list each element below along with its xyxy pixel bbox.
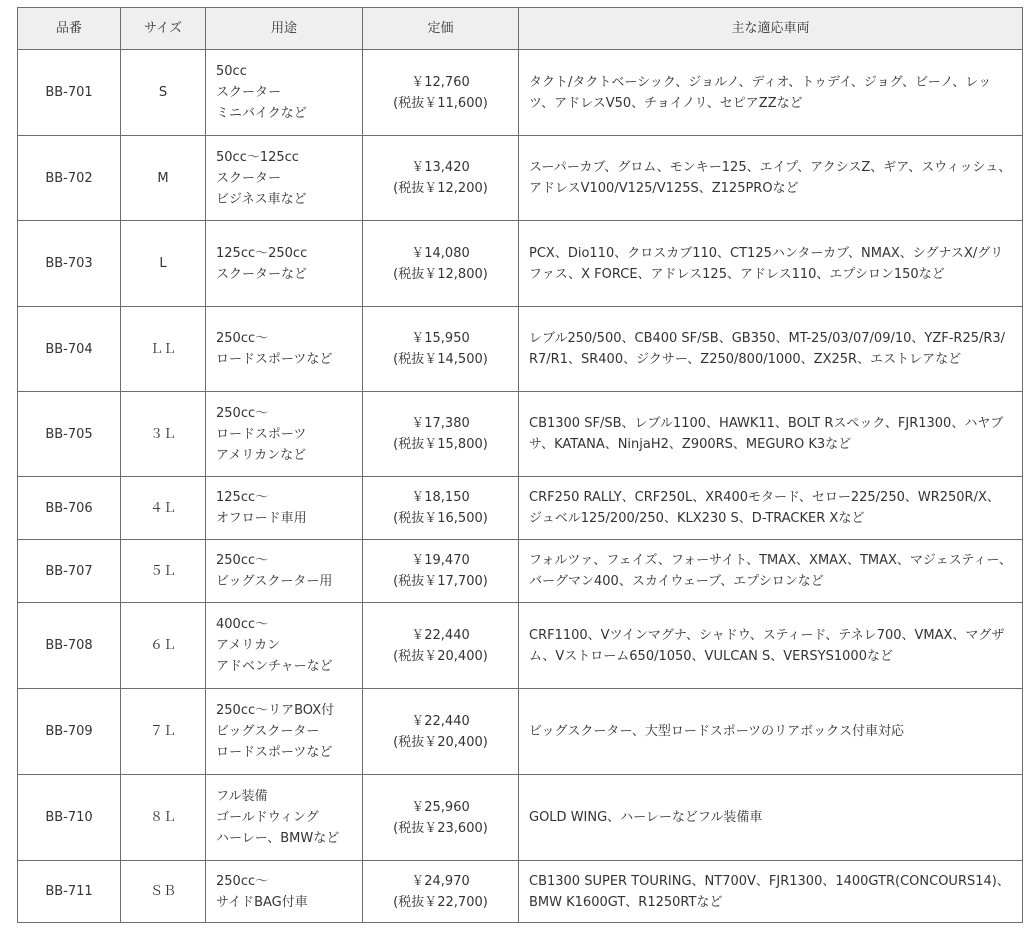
cell-price	[363, 540, 519, 603]
cell-size: ８Ｌ	[121, 775, 206, 861]
table-row	[18, 136, 1023, 221]
header-price: 定価	[363, 8, 519, 50]
use-line: 250cc～	[216, 405, 269, 421]
use-line: サイドBAG付車	[216, 894, 308, 910]
price-incl-tax: ￥24,970	[411, 873, 470, 889]
cell-compatible-vehicles: ビッグスクーター、大型ロードスポーツのリアボックス付車対応	[519, 689, 1023, 775]
cell-compatible-vehicles: CB1300 SF/SB、レブル1100、HAWK11、BOLT Rスペック、FJR1300、ハヤブサ、KATANA、NinjaH2、Z900RS、MEGURO K3など	[519, 392, 1023, 477]
price-excl-tax: (税抜￥20,400)	[393, 648, 488, 664]
price-incl-tax: ￥17,380	[411, 416, 470, 431]
cell-size: ＳＢ	[121, 861, 206, 923]
cell-code: BB-701	[18, 50, 121, 136]
use-line: アメリカンなど	[216, 447, 307, 463]
price-incl-tax: ￥22,440	[411, 627, 470, 643]
cell-code: BB-702	[18, 136, 121, 221]
header-size: サイズ	[121, 8, 206, 50]
cell-code: BB-705	[18, 392, 121, 477]
use-line: ロードスポーツなど	[216, 745, 333, 760]
cell-size: S	[121, 50, 206, 136]
cell-code: BB-709	[18, 689, 121, 775]
use-line: 50cc～125cc	[216, 149, 299, 165]
cell-code: BB-711	[18, 861, 121, 923]
cell-use	[206, 603, 363, 689]
header-compatible-vehicles: 主な適応車両	[519, 8, 1023, 50]
cell-use	[206, 861, 363, 923]
use-line: ビッグスクーター	[216, 724, 320, 739]
use-line: スクーターなど	[216, 266, 308, 282]
price-excl-tax: (税抜￥15,800)	[393, 437, 488, 452]
price-incl-tax: ￥15,950	[411, 331, 470, 346]
table-row	[18, 221, 1023, 307]
cell-price	[363, 775, 519, 861]
cell-price	[363, 689, 519, 775]
cell-compatible-vehicles: スーパーカブ、グロム、モンキー125、エイプ、アクシスZ、ギア、スウィッシュ、アドレスV100/V125/V125S、Z125PROなど	[519, 136, 1023, 221]
use-line: ビジネス車など	[216, 191, 307, 207]
cell-code: BB-707	[18, 540, 121, 603]
use-line: アドベンチャーなど	[216, 659, 333, 674]
cell-price	[363, 603, 519, 689]
price-excl-tax: (税抜￥17,700)	[393, 574, 488, 589]
cell-price	[363, 136, 519, 221]
cell-price	[363, 221, 519, 307]
table-row	[18, 540, 1023, 603]
cell-price	[363, 477, 519, 540]
use-line: オフロード車用	[216, 511, 307, 526]
header-row	[18, 8, 1023, 50]
table-row	[18, 689, 1023, 775]
price-incl-tax: ￥25,960	[411, 799, 470, 815]
cell-compatible-vehicles: CB1300 SUPER TOURING、NT700V、FJR1300、1400GTR(CONCOURS14)、BMW K1600GT、R1250RTなど	[519, 861, 1023, 923]
use-line: 250cc～	[216, 873, 269, 889]
cell-size: M	[121, 136, 206, 221]
cell-size: ３Ｌ	[121, 392, 206, 477]
cell-price	[363, 50, 519, 136]
use-line: ビッグスクーター用	[216, 574, 333, 589]
price-excl-tax: (税抜￥14,500)	[393, 352, 488, 367]
cell-compatible-vehicles: CRF250 RALLY、CRF250L、XR400モタード、セロー225/250、WR250R/X、ジュベル125/200/250、KLX230 S、D-TRACKER Xなど	[519, 477, 1023, 540]
header-use: 用途	[206, 8, 363, 50]
cell-price	[363, 392, 519, 477]
cell-use	[206, 221, 363, 307]
use-line: スクーター	[216, 85, 282, 100]
use-line: 50cc	[216, 64, 247, 79]
cell-compatible-vehicles: レブル250/500、CB400 SF/SB、GB350、MT-25/03/07/09/10、YZF-R25/R3/R7/R1、SR400、ジクサー、Z250/800/1000、ZX25R、エストレアなど	[519, 307, 1023, 392]
price-excl-tax: (税抜￥12,800)	[393, 266, 488, 282]
product-table	[17, 7, 1023, 923]
cell-price	[363, 307, 519, 392]
use-line: 125cc～	[216, 490, 269, 505]
price-excl-tax: (税抜￥23,600)	[393, 820, 488, 836]
use-line: アメリカン	[216, 638, 281, 653]
price-incl-tax: ￥12,760	[411, 74, 470, 90]
cell-size: ＬＬ	[121, 307, 206, 392]
cell-compatible-vehicles: GOLD WING、ハーレーなどフル装備車	[519, 775, 1023, 861]
cell-use	[206, 775, 363, 861]
price-excl-tax: (税抜￥20,400)	[393, 734, 488, 750]
price-incl-tax: ￥18,150	[411, 490, 470, 505]
use-line: 250cc～リアBOX付	[216, 703, 335, 718]
use-line: ロードスポーツ	[216, 426, 307, 442]
price-excl-tax: (税抜￥16,500)	[393, 511, 488, 526]
use-line: 250cc～	[216, 331, 269, 346]
table-body	[18, 50, 1023, 923]
table-row	[18, 861, 1023, 923]
table-row	[18, 477, 1023, 540]
use-line: ミニバイクなど	[216, 106, 307, 121]
table-row	[18, 603, 1023, 689]
use-line: ゴールドウィング	[216, 810, 319, 825]
price-incl-tax: ￥19,470	[411, 553, 470, 568]
table-row	[18, 50, 1023, 136]
cell-price	[363, 861, 519, 923]
cell-code: BB-703	[18, 221, 121, 307]
cell-size: L	[121, 221, 206, 307]
table-row	[18, 775, 1023, 861]
cell-compatible-vehicles: PCX、Dio110、クロスカブ110、CT125ハンターカブ、NMAX、シグナスX/グリファス、X FORCE、アドレス125、アドレス110、エプシロン150など	[519, 221, 1023, 307]
cell-use	[206, 50, 363, 136]
use-line: 125cc～250cc	[216, 245, 308, 261]
table-row	[18, 307, 1023, 392]
cell-code: BB-710	[18, 775, 121, 861]
cell-code: BB-706	[18, 477, 121, 540]
use-line: スクーター	[216, 170, 282, 186]
cell-size: ５Ｌ	[121, 540, 206, 603]
cell-compatible-vehicles: タクト/タクトベーシック、ジョルノ、ディオ、トゥデイ、ジョグ、ビーノ、レッツ、アドレスV50、チョイノリ、セピアZZなど	[519, 50, 1023, 136]
use-line: 400cc～	[216, 617, 269, 632]
price-excl-tax: (税抜￥12,200)	[393, 181, 488, 196]
cell-use	[206, 136, 363, 221]
cell-size: ４Ｌ	[121, 477, 206, 540]
cell-code: BB-708	[18, 603, 121, 689]
price-excl-tax: (税抜￥11,600)	[393, 95, 488, 111]
cell-use	[206, 477, 363, 540]
table-row	[18, 392, 1023, 477]
cell-size: ７Ｌ	[121, 689, 206, 775]
price-excl-tax: (税抜￥22,700)	[393, 894, 488, 910]
use-line: ロードスポーツなど	[216, 352, 333, 367]
cell-use	[206, 540, 363, 603]
use-line: ハーレー、BMWなど	[216, 831, 340, 846]
use-line: 250cc～	[216, 553, 269, 568]
price-incl-tax: ￥14,080	[411, 245, 470, 261]
cell-size: ６Ｌ	[121, 603, 206, 689]
header-code: 品番	[18, 8, 121, 50]
cell-use	[206, 307, 363, 392]
use-line: フル装備	[216, 789, 268, 804]
cell-compatible-vehicles: CRF1100、Vツインマグナ、シャドウ、スティード、テネレ700、VMAX、マグザム、Vストローム650/1050、VULCAN S、VERSYS1000など	[519, 603, 1023, 689]
cell-use	[206, 689, 363, 775]
price-incl-tax: ￥13,420	[411, 160, 470, 175]
price-incl-tax: ￥22,440	[411, 713, 470, 729]
cell-code: BB-704	[18, 307, 121, 392]
cell-use	[206, 392, 363, 477]
cell-compatible-vehicles: フォルツァ、フェイズ、フォーサイト、TMAX、XMAX、TMAX、マジェスティー、バーグマン400、スカイウェーブ、エプシロンなど	[519, 540, 1023, 603]
